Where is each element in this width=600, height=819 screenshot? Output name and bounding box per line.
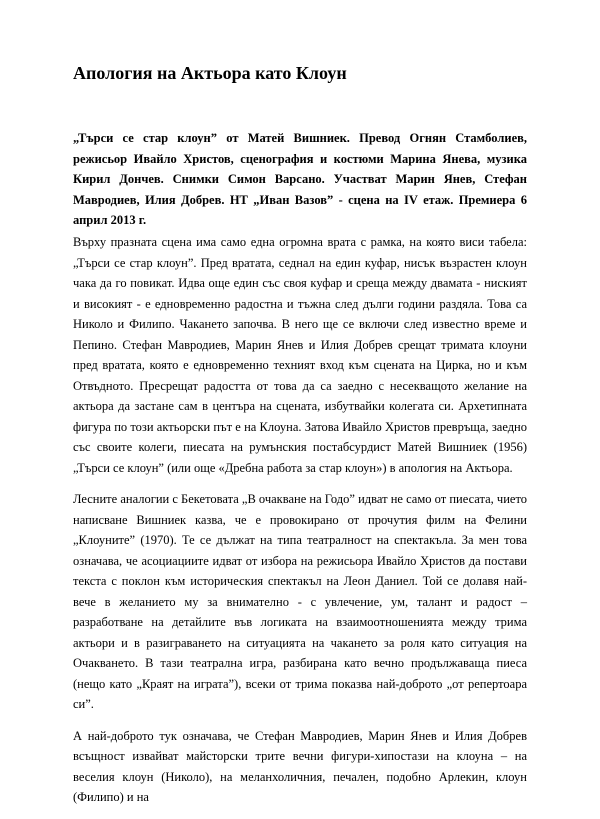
body-paragraph-2: Лесните аналогии с Бекетовата „В очакване на Годо” идват не само от пиесата, чието написване Вишниек казва, че е провокирано от прочутия филм на Фелини „Клоуните” (1970). Те се дължат на типа театралност на спектакъла. За мен това означава, че асоциациите идват от избора на режисьора Ивайло Христов да постави текста с поклон към историческия спектакъл на Леон Даниел. Той се долавя най-вече в желанието му за внимателно - с увлечение, ум, талант и радост – разработване на детайлите във логиката на взаимоотношенията между трима актьори и в разиграването на ситуацията на чакането за роля като ситуация на Очакването. В тази театрална игра, разбирана като вечно продължаваща пиеса (нещо като „Краят на играта”), всеки от трима показва най-доброто „от репертоара си”.: [73, 492, 527, 711]
body-paragraph-3: А най-доброто тук означава, че Стефан Мавродиев, Марин Янев и Илия Добрев всъщност извайват майсторски трите вечни фигури-хипостази на клоуна – на веселия клоун (Николо), на меланхоличния, печален, подобно Арлекин, клоун (Филипо) и на: [73, 728, 527, 804]
article-body: [73, 232, 527, 819]
article-lead: „Търси се стар клоун” от Матей Вишниек. Превод Огнян Стамболиев, режисьор Ивайло Христов, сценография и костюми Марина Янева, музика Кирил Дончев. Снимки Симон Варсано. Участват Марин Янев, Стефан Мавродиев, Илия Добрев. НТ „Иван Вазов” - сцена на IV етаж. Премиера 6 април 2013 г.: [73, 131, 527, 227]
article-title: Апология на Актьора като Клоун: [73, 63, 347, 83]
body-paragraph-1: Върху празната сцена има само една огромна врата с рамка, на която виси табела: „Търси се стар клоун”. Пред вратата, седнал на един куфар, нисък възрастен клоун чака да го повикат. Идва още един със своя куфар и среща между двамата - ниският и високият - е едновременно радостна и тъжна след дълги години раздяла. Това са Николо и Филипо. Чакането започва. В него ще се включи след известно време и Пепино. Стефан Мавродиев, Марин Янев и Илия Добрев срещат тримата клоуни пред вратата, която е едновременно техният вход към сцената на Цирка, но и към Отвъдното. Пресрещат радостта от това да са заедно с несекващото желание на актьора да застане сам в центъра на сцената, избутвайки колегата си. Архетипната фигура по този актьорски път е на Клоуна. Затова Ивайло Христов превръща, заедно със своите колеги, пиесата на румънския постабсурдист Матей Вишниек (1956) „Търси се клоун” (или още «Дребна работа за стар клоун») в апология на Актьора.: [73, 235, 527, 475]
